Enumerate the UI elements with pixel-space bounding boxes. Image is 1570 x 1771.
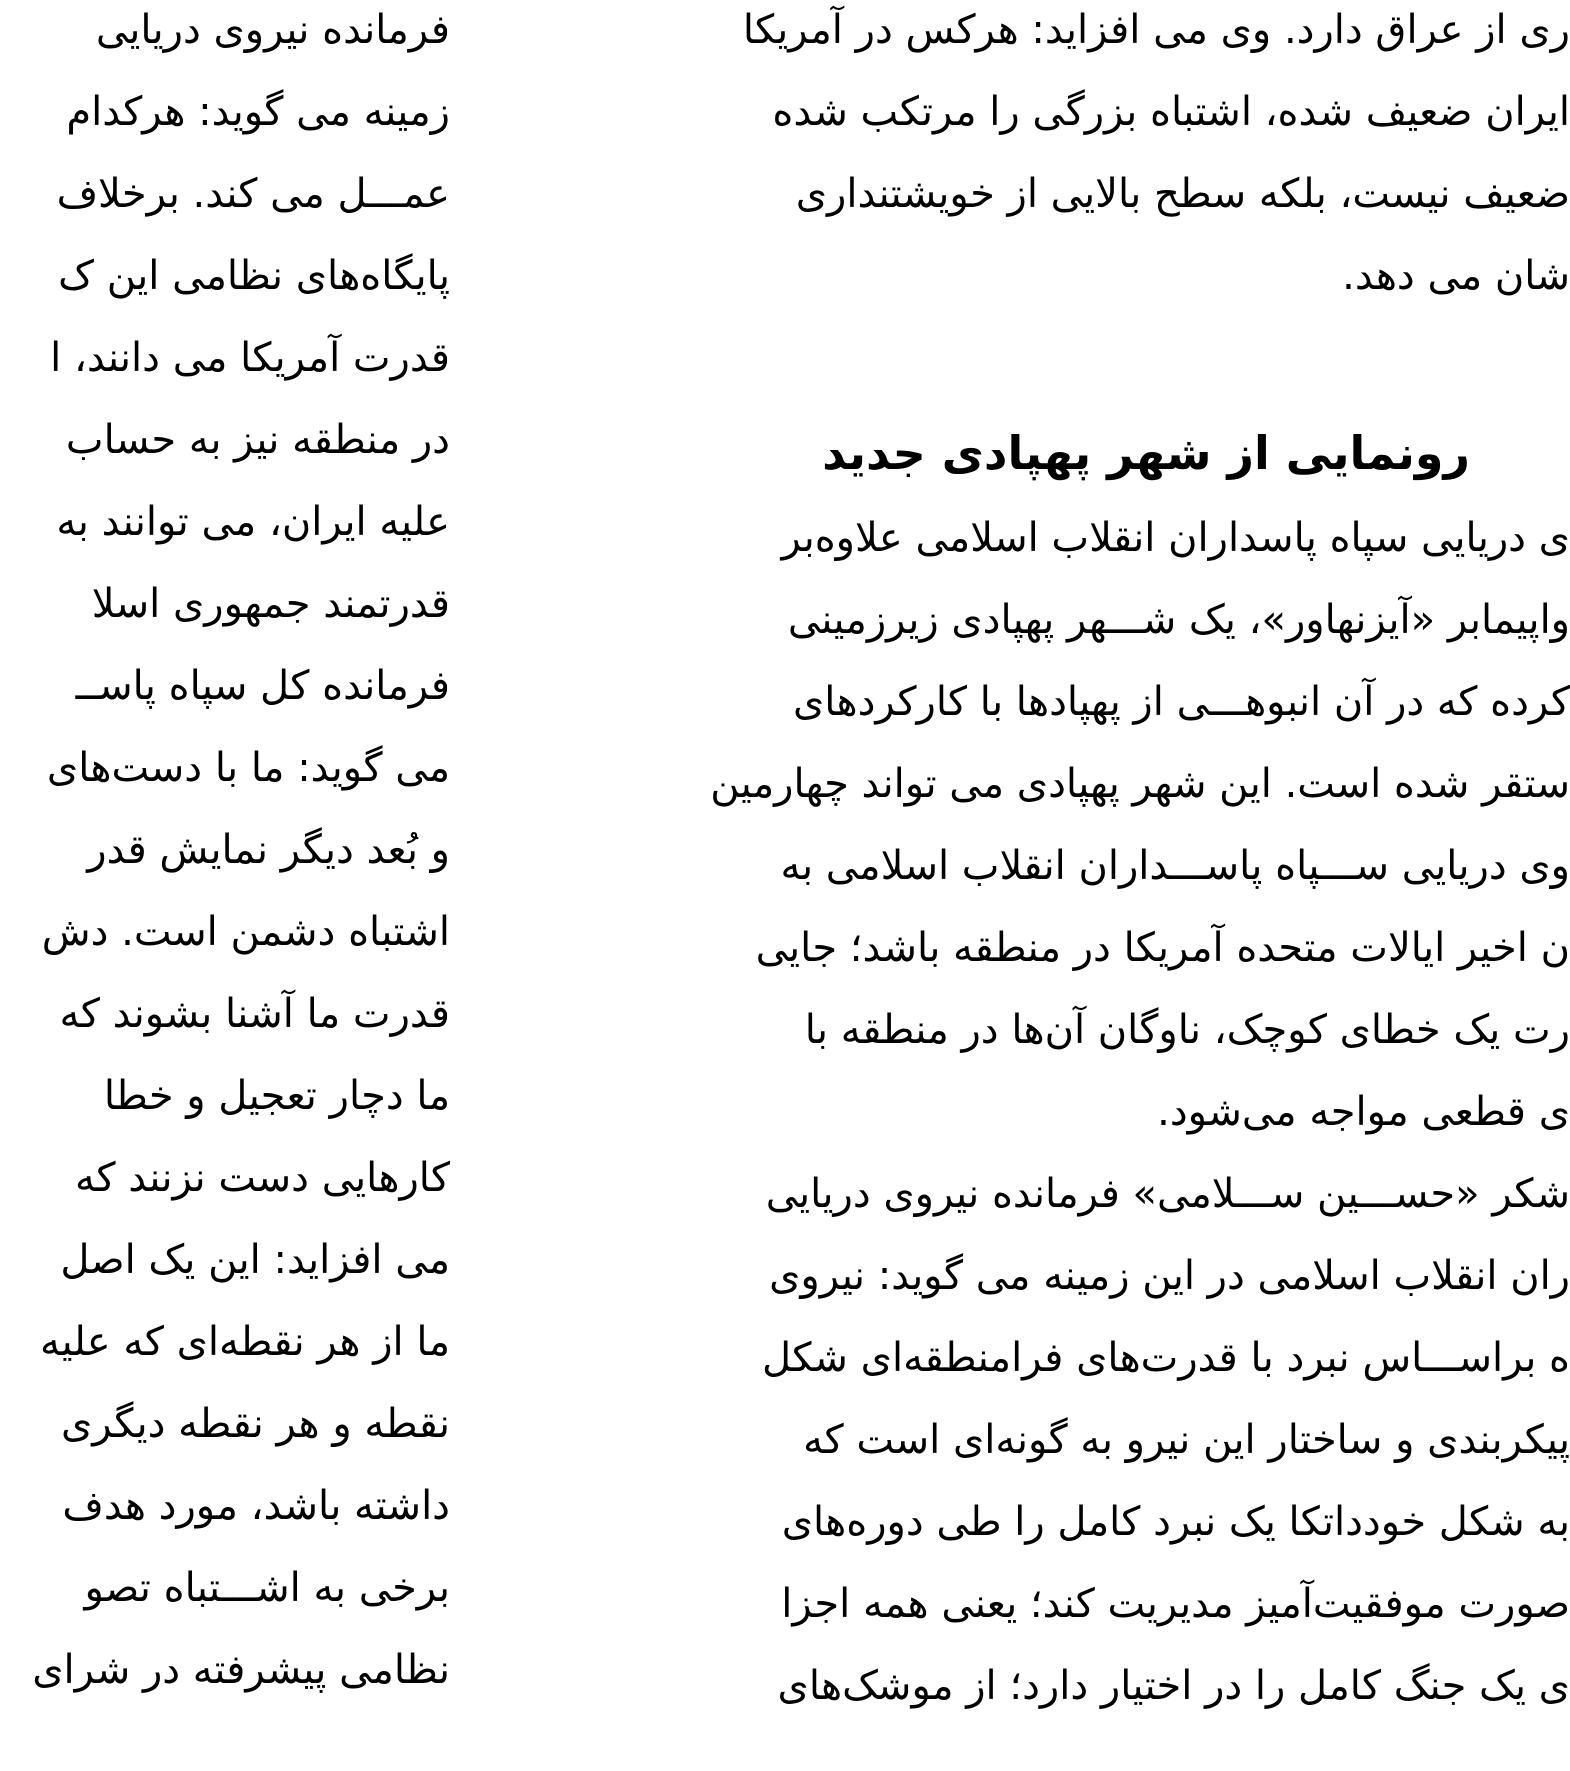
left-line: زمینه می گوید: هرکدام (66, 89, 450, 135)
left-line: برخی به اشـــتباه تصو (84, 1565, 450, 1611)
left-line: قدرتمند جمهوری اسلا (91, 581, 450, 627)
body-line: وی دریایی ســـپاه پاســـداران انقلاب اسلامی به (780, 843, 1570, 889)
left-line: فرمانده نیروی دریایی (95, 7, 450, 53)
left-column (0, 0, 450, 1771)
intro-line: ری از عراق دارد. وی می افزاید: هرکس در آمریکا (742, 7, 1570, 53)
body-line: ستقر شده است. این شهر پهپادی می تواند چهارمین (710, 761, 1570, 807)
intro-line: ایران ضعیف شده، اشتباه بزرگی را مرتکب شده (772, 89, 1570, 135)
left-line: و بُعد دیگر نمایش قدر (87, 827, 450, 873)
left-line: نظامی پیشرفته در شرای (32, 1647, 450, 1693)
intro-line: ضعیف نیست، بلکه سطح بالایی از خویشتنداری (795, 171, 1570, 217)
body-line: ی قطعی مواجه می‌شود. (1157, 1089, 1570, 1135)
body-line: ی یک جنگ کامل را در اختیار دارد؛ از موشک‌های (777, 1663, 1570, 1709)
left-line: نقطه و هر نقطه دیگری (60, 1401, 450, 1447)
left-line: کارهایی دست نزنند که (75, 1155, 450, 1201)
left-line: می افزاید: این یک اصل (60, 1237, 450, 1283)
left-line: داشته باشد، مورد هدف (62, 1483, 450, 1529)
left-line: ما از هر نقطه‌ای که علیه (40, 1319, 450, 1365)
left-line: قدرت آمریکا می دانند، ا (50, 335, 450, 381)
article-headline: رونمایی از شهر پهپادی جدید (822, 426, 1470, 480)
left-line: علیه ایران، می توانند به (56, 499, 450, 545)
body-line: ران انقلاب اسلامی در این زمینه می گوید: نیروی (769, 1253, 1570, 1299)
right-column (553, 0, 1570, 1771)
left-line: در منطقه نیز به حساب (65, 417, 450, 463)
body-line: پیکربندی و ساختار این نیرو به گونه‌ای است که (803, 1417, 1570, 1463)
body-line: شکر «حســـین ســـلامی» فرمانده نیروی دریایی (765, 1171, 1570, 1217)
body-line: ن اخیر ایالات متحده آمریکا در منطقه باشد؛ جایی (755, 925, 1570, 971)
body-line: ی دریایی سپاه پاسداران انقلاب اسلامی علاوه‌بر (781, 515, 1570, 561)
left-line: ما دچار تعجیل و خطا (103, 1073, 450, 1119)
body-line: رت یک خطای کوچک، ناوگان آن‌ها در منطقه با (804, 1007, 1570, 1053)
body-line: واپیمابر «آیزنهاور»، یک شـــهر پهپادی زیرزمینی (787, 597, 1570, 643)
left-line: فرمانده کل سپاه پاســ (75, 663, 450, 709)
left-line: می گوید: ما با دست‌های (46, 745, 450, 791)
left-line: قدرت ما آشنا بشوند که (59, 991, 450, 1037)
body-line: به شکل خودداتکا یک نبرد کامل را طی دوره‌های (781, 1499, 1570, 1545)
body-line: صورت موفقیت‌آمیز مدیریت کند؛ یعنی همه اجزا (781, 1581, 1570, 1627)
left-line: اشتباه دشمن است. دش (41, 909, 450, 955)
body-line: کرده که در آن انبوهـــی از پهپادها با کارکردهای (792, 679, 1570, 725)
left-line: پایگاه‌های نظامی این ک (58, 253, 450, 299)
intro-line: شان می دهد. (1342, 253, 1570, 299)
body-line: ه براســـاس نبرد با قدرت‌های فرامنطقه‌ای شکل (762, 1335, 1570, 1381)
left-line: عمـــل می کند. برخلاف (56, 171, 450, 217)
